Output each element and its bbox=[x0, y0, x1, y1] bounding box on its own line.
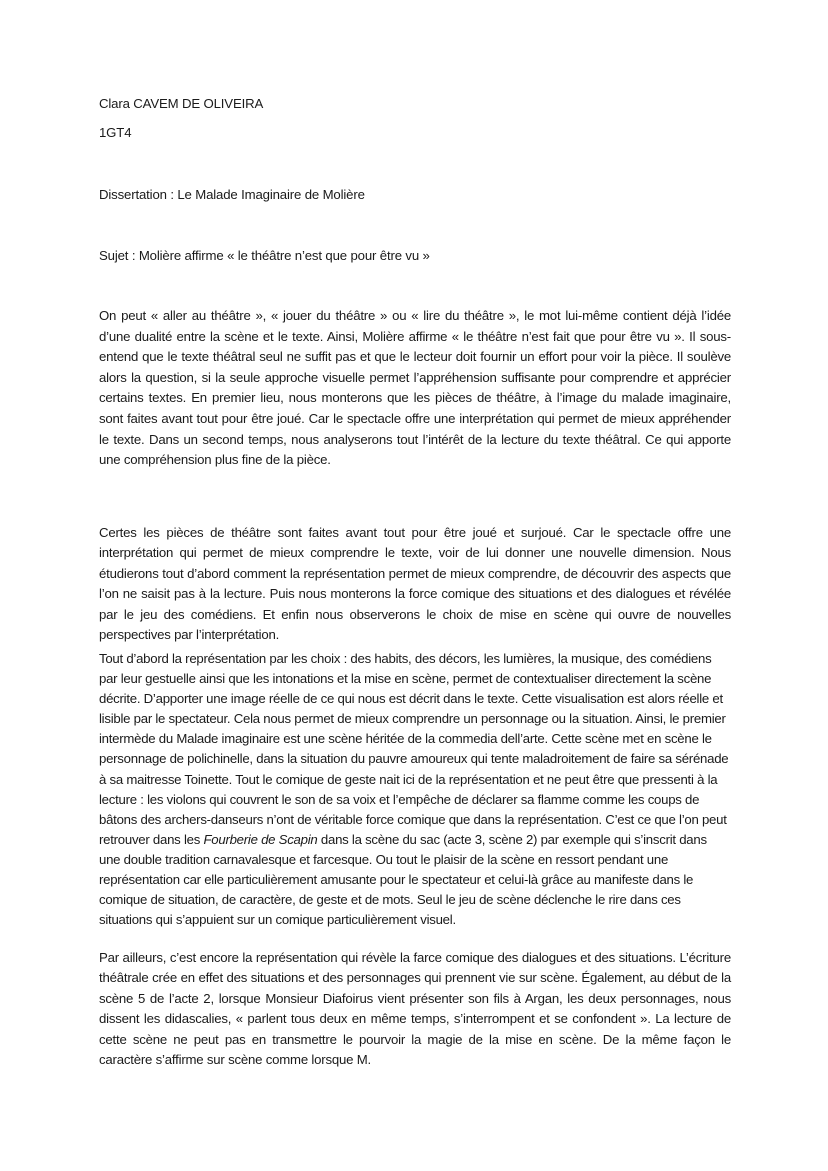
document-title: Dissertation : Le Malade Imaginaire de Molière bbox=[99, 187, 365, 202]
paragraph-dialogues: Par ailleurs, c’est encore la représentation qui révèle la farce comique des dialogues et des situations. L’écriture théâtrale crée en effet des situations et des personnages qui prennent vie sur scène. Également, au début de la scène 5 de l’acte 2, lorsque Monsieur Diafoirus vient présenter son fils à Argan, les deux personnages, nous dissent les didascalies, « parlent tous deux en même temps, s’interrompent et se confondent ». La lecture de cette scène ne peut pas en transmettre le pourvoir la magie de la mise en scène. De la même façon le caractère s’affirme sur scène comme lorsque M. bbox=[99, 950, 731, 1068]
essay-subject: Sujet : Molière affirme « le théâtre n’est que pour être vu » bbox=[99, 248, 430, 263]
class-label: 1GT4 bbox=[99, 125, 132, 140]
paragraph-text-segment: dans la scène du sac (acte 3, scène 2) par exemple qui s’inscrit dans une double tradition carnavalesque et farcesque. Ou tout le plaisir de la scène en ressort pendant une représentation car elle particulièrement amusante pour le spectateur et celui-là grâce au manifeste dans le comique de situation, de caractère, de geste et de mots. Seul le jeu de scène déclenche le rire dans ces situations qui s’appuient sur un comique particulièrement visuel. bbox=[99, 831, 707, 928]
paragraph-representation bbox=[99, 649, 731, 930]
paragraph-text-segment: Tout d’abord la représentation par les choix : des habits, des décors, les lumières, la musique, des comédiens par leur gestuelle ainsi que les intonations et la mise en scène, permet de contextualiser directement la scène décrite. D’apporter une image réelle de ce qui nous est décrit dans le texte. Cette visualisation est alors réelle et lisible par le spectateur. Cela nous permet de mieux comprendre un personnage ou la situation. Ainsi, le premier intermède du Malade imaginaire est une scène héritée de la commedia dell’arte. Cette scène met en scène le personnage de polichinelle, dans la situation du pauvre amoureux qui tente maladroitement de faire sa sérénade à sa maitresse Toinette. Tout le comique de geste nait ici de la représentation et ne peut être que pressenti à la lecture : les violons qui couvrent le son de sa voix et l’empêche de déclarer sa flamme comme les coups de bâtons des archers-danseurs n’ont de véritable force comique que dans la représentation. C’est ce que l’on peut retrouver dans les bbox=[99, 651, 729, 847]
paragraph-introduction: On peut « aller au théâtre », « jouer du théâtre » ou « lire du théâtre », le mot lui-même contient déjà l’idée d’une dualité entre la scène et le texte. Ainsi, Molière affirme « le théâtre n’est fait que pour être vu ». Il sous-entend que le texte théâtral seul ne suffit pas et que le lecteur doit fournir un effort pour voir la pièce. Il soulève alors la question, si la seule approche visuelle permet l’appréhension suffisante pour comprendre et apprécier certains textes. En premier lieu, nous monterons que les pièces de théâtre, à l’image du malade imaginaire, sont faites avant tout pour être joué. Car le spectacle offre une interprétation qui permet de mieux appréhender le texte. Dans un second temps, nous analyserons tout l’intérêt de la lecture du texte théâtral. Ce qui apporte une compréhension plus fine de la pièce. bbox=[99, 308, 731, 468]
author-name: Clara CAVEM DE OLIVEIRA bbox=[99, 96, 264, 111]
paragraph-part-one-intro: Certes les pièces de théâtre sont faites avant tout pour être joué et surjoué. Car le spectacle offre une interprétation qui permet de mieux comprendre le texte, voir de lui donner une nouvelle dimension. Nous étudierons tout d’abord comment la représentation permet de mieux comprendre, de découvrir des aspects que l’on ne saisit pas à la lecture. Puis nous monterons la force comique des situations et des dialogues et révélée par le jeu des comédiens. Et enfin nous observerons le choix de mise en scène qui ouvre de nouvelles perspectives par l’interprétation. bbox=[99, 525, 731, 643]
play-title-italic: Fourberie de Scapin bbox=[203, 831, 318, 847]
